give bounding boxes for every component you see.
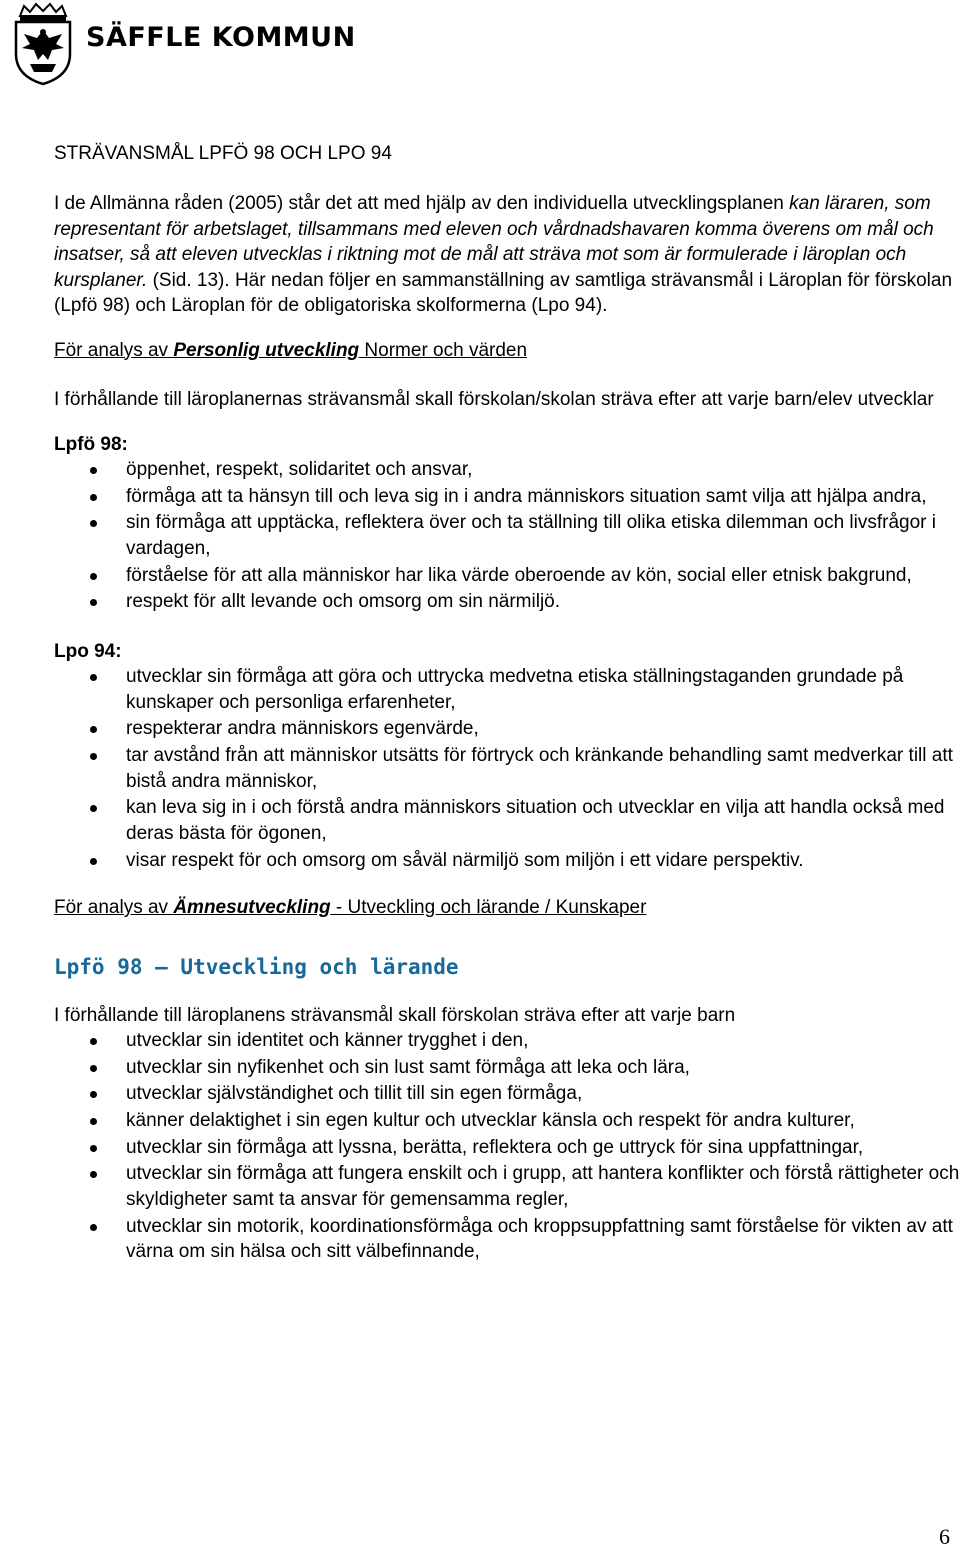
section-heading-personal-development <box>54 338 960 364</box>
section-heading-subject-development <box>54 895 960 921</box>
section-heading-emphasis: Personlig utveckling <box>173 339 360 361</box>
section-heading-prefix: För analys av <box>54 339 174 361</box>
lpfo-label: Lpfö 98: <box>54 433 128 455</box>
list-item: öppenhet, respekt, solidaritet och ansvar, <box>54 457 960 483</box>
list-item: respekt för allt levande och omsorg om sin närmiljö. <box>54 589 960 615</box>
intro-quote: kan läraren, som representant för arbetslaget, tillsammans med eleven och vårdnadshavaren komma överens om mål och insatser, så att eleven utvecklas i riktning mot de mål att sträva mot som är formulerade i läroplan och kursplaner. <box>54 193 934 291</box>
document-body <box>54 140 960 1266</box>
list-item: tar avstånd från att människor utsätts för förtryck och kränkande behandling samt medverkar till att bistå andra människor, <box>54 743 960 794</box>
municipal-coat-of-arms-icon <box>8 2 78 86</box>
list-item: utvecklar sin förmåga att lyssna, berätta, reflektera och ge uttryck för sina uppfattningar, <box>54 1135 960 1161</box>
list-item: utvecklar sin identitet och känner trygghet i den, <box>54 1028 960 1054</box>
intro-paragraph <box>54 191 960 319</box>
intro-part2: (Sid. 13). Här nedan följer en sammanställning av samtliga strävansmål i Läroplan för förskolan (Lpfö 98) och Läroplan för de obligatoriska skolformerna (Lpo 94). <box>54 269 953 316</box>
list-item: känner delaktighet i sin egen kultur och utvecklar känsla och respekt för andra kulturer, <box>54 1108 960 1134</box>
lpo-goal-list <box>54 664 960 873</box>
lpfo-development-subheading: Lpfö 98 – Utveckling och lärande <box>54 954 459 979</box>
list-item: utvecklar sin nyfikenhet och sin lust samt förmåga att leka och lära, <box>54 1055 960 1081</box>
list-item: respekterar andra människors egenvärde, <box>54 716 960 742</box>
lpo-label: Lpo 94: <box>54 640 122 662</box>
page-title: STRÄVANSMÅL LPFÖ 98 OCH LPO 94 <box>54 143 392 164</box>
page-number: 6 <box>939 1524 950 1549</box>
section-heading-suffix: - Utveckling och lärande / Kunskaper <box>330 897 647 918</box>
list-item: förståelse för att alla människor har lika värde oberoende av kön, social eller etnisk bakgrund, <box>54 563 960 589</box>
list-item: utvecklar självständighet och tillit till sin egen förmåga, <box>54 1081 960 1107</box>
section-heading-emphasis: Ämnesutveckling <box>173 897 331 918</box>
list-item: visar respekt för och omsorg om såväl närmiljö som miljön i ett vidare perspektiv. <box>54 848 960 874</box>
section-heading-prefix: För analys av <box>54 897 174 918</box>
list-item: sin förmåga att upptäcka, reflektera över och ta ställning till olika etiska dilemman och livsfrågor i vardagen, <box>54 510 960 561</box>
section-heading-suffix: Normer och värden <box>359 339 528 361</box>
municipality-name: SÄFFLE KOMMUN <box>86 22 356 53</box>
list-item: utvecklar sin motorik, koordinationsförmåga och kroppsuppfattning samt förståelse för vikten av att värna om sin hälsa och sitt välbefinnande, <box>54 1214 960 1265</box>
list-item: utvecklar sin förmåga att göra och uttrycka medvetna etiska ställningstaganden grundade på kunskaper och personliga erfarenheter, <box>54 664 960 715</box>
section2-lead: I förhållande till läroplanens strävansmål skall förskolan sträva efter att varje barn <box>54 1004 736 1026</box>
list-item: utvecklar sin förmåga att fungera enskilt och i grupp, att hantera konflikter och förstå rättigheter och skyldigheter samt ta ansvar för gemensamma regler, <box>54 1161 960 1212</box>
page-header <box>0 0 960 90</box>
lpfo-development-list <box>54 1028 960 1265</box>
lpfo-goal-list <box>54 457 960 615</box>
intro-part1: I de Allmänna råden (2005) står det att med hjälp av den individuella utvecklingsplanen <box>54 193 790 214</box>
section1-lead: I förhållande till läroplanernas strävansmål skall förskolan/skolan sträva efter att varje barn/elev utvecklar <box>54 389 934 410</box>
list-item: kan leva sig in i och förstå andra människors situation och utvecklar en vilja att handla också med deras bästa för ögonen, <box>54 795 960 846</box>
list-item: förmåga att ta hänsyn till och leva sig in i andra människors situation samt vilja att hjälpa andra, <box>54 484 960 510</box>
